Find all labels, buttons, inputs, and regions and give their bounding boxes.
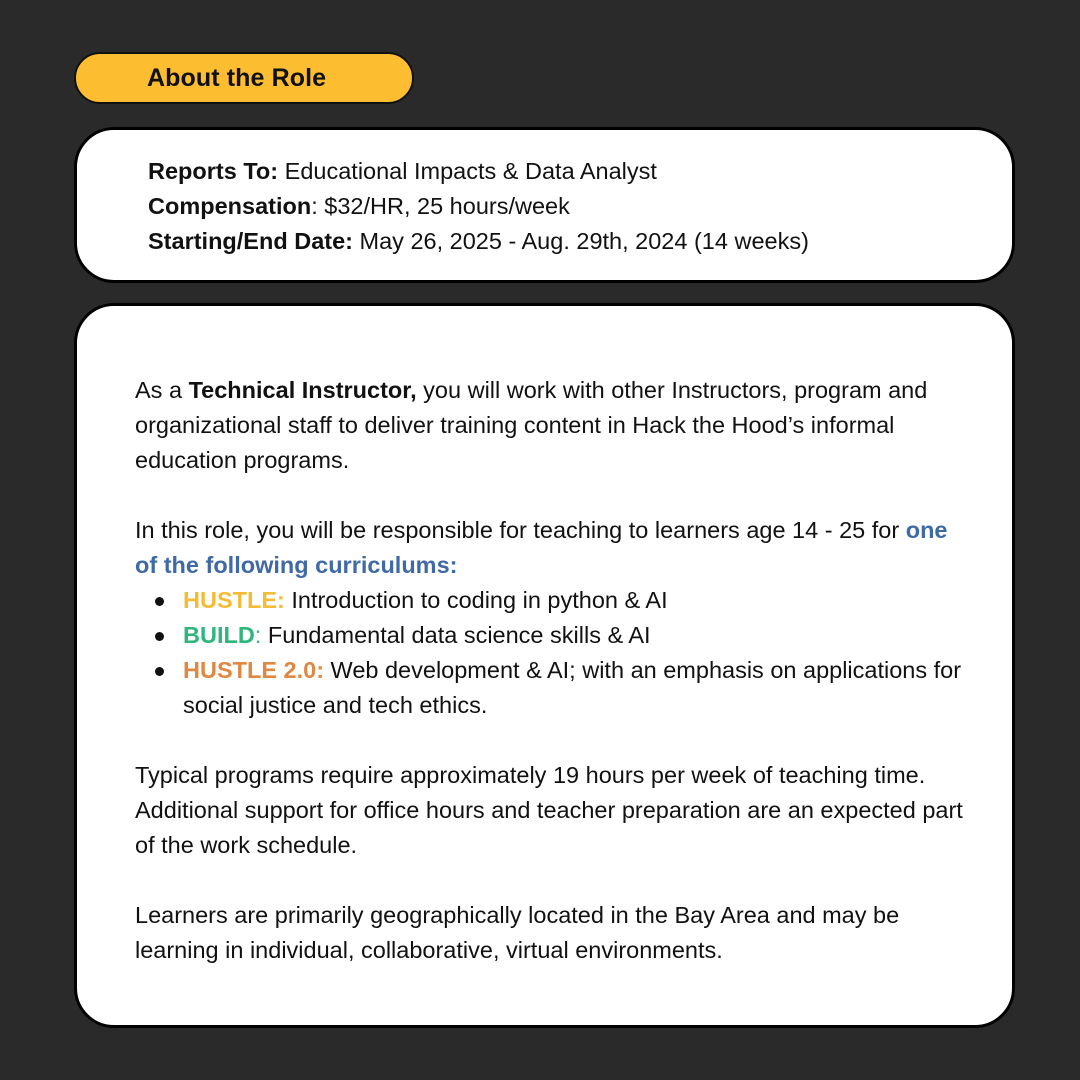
schedule-paragraph: Typical programs require approximately 19 hours per week of teaching time. Additional support for office hours and teacher preparation are an expected part of the work schedule. (135, 762, 963, 858)
spacer (135, 478, 972, 513)
dates-line (148, 224, 1012, 259)
dates-label: Starting/End Date: (148, 228, 353, 254)
curriculum-name: HUSTLE 2.0: (183, 657, 325, 683)
intro-paragraph (135, 373, 972, 478)
bullet-icon (155, 597, 164, 606)
bullet-icon (155, 632, 164, 641)
reports-to-value: Educational Impacts & Data Analyst (278, 158, 657, 184)
curriculum-name: BUILD (183, 622, 255, 648)
section-title-pill (74, 52, 414, 104)
compensation-value: : $32/HR, 25 hours/week (311, 193, 570, 219)
intro-prefix: As a (135, 377, 189, 403)
role-details-card (74, 127, 1015, 283)
dates-value: May 26, 2025 - Aug. 29th, 2024 (14 weeks) (352, 228, 809, 254)
spacer (135, 723, 972, 758)
bullet-icon (155, 667, 164, 676)
spacer (135, 863, 972, 898)
curriculum-description: Web development & AI; with an emphasis on applications for social justice and tech ethics. (183, 657, 962, 718)
curriculum-list (135, 583, 972, 723)
intro-rest: you will work with other Instructors, program and organizational staff to deliver training content in Hack the Hood’s informal education programs. (135, 377, 928, 473)
curriculum-punct: : (254, 622, 262, 648)
section-title: About the Role (147, 63, 327, 92)
reports-to-line (148, 154, 1012, 189)
curriculum-intro-paragraph (135, 513, 972, 583)
curriculum-intro-highlight: one of the following curriculums: (135, 517, 948, 578)
curriculum-name: HUSTLE: (183, 587, 285, 613)
role-description-card (74, 303, 1015, 1028)
reports-to-label: Reports To: (148, 158, 279, 184)
list-item (135, 583, 972, 618)
curriculum-description: Fundamental data science skills & AI (261, 622, 651, 648)
curriculum-description: Introduction to coding in python & AI (284, 587, 668, 613)
curriculum-intro-text: In this role, you will be responsible for teaching to learners age 14 - 25 for (135, 517, 906, 543)
intro-role: Technical Instructor, (188, 377, 417, 403)
location-paragraph: Learners are primarily geographically located in the Bay Area and may be learning in individual, collaborative, virtual environments. (135, 902, 900, 963)
list-item (135, 653, 972, 723)
compensation-label: Compensation (148, 193, 312, 219)
compensation-line (148, 189, 1012, 224)
list-item (135, 618, 972, 653)
